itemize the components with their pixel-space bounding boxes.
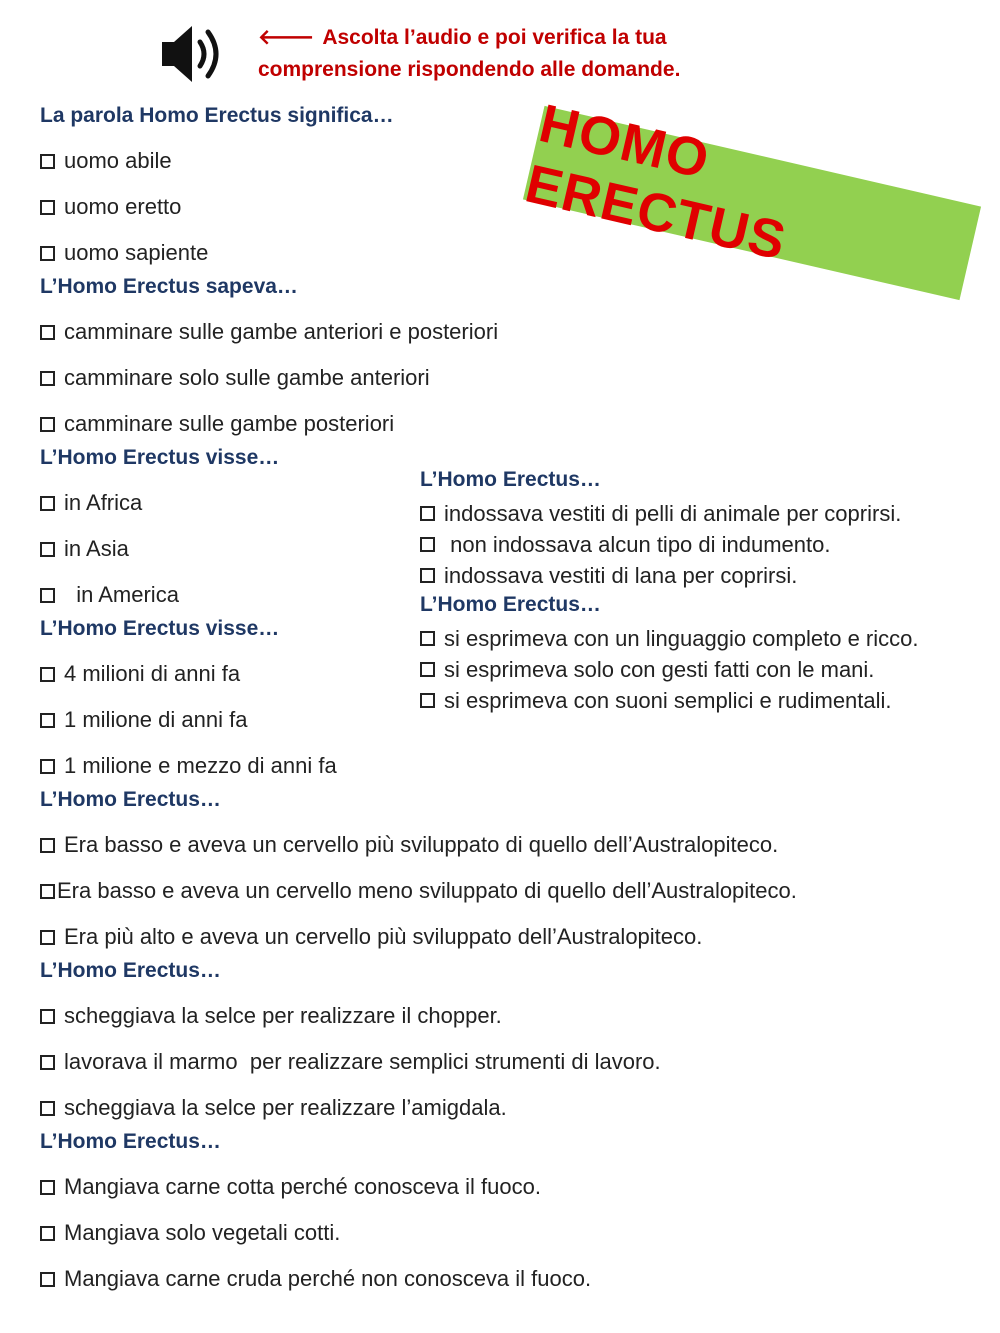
instruction-text <box>258 22 680 86</box>
option-label: 1 milione e mezzo di anni fa <box>64 753 337 778</box>
option-item[interactable] <box>40 480 279 526</box>
option-item[interactable] <box>40 572 279 618</box>
checkbox[interactable] <box>40 1101 55 1116</box>
option-item[interactable] <box>40 993 661 1039</box>
checkbox[interactable] <box>420 568 435 583</box>
option-label: 4 milioni di anni fa <box>64 661 241 686</box>
option-label: camminare sulle gambe anteriori e posteriori <box>64 319 499 344</box>
option-item[interactable] <box>40 184 394 230</box>
banner-title: HOMO ERECTUS <box>520 93 792 272</box>
instruction-line-1: Ascolta l’audio e poi verifica la tua <box>322 26 667 49</box>
checkbox[interactable] <box>40 930 55 945</box>
checkbox[interactable] <box>40 200 55 215</box>
question-title: L’Homo Erectus sapeva… <box>40 275 298 298</box>
speaker-icon[interactable] <box>158 18 230 90</box>
checkbox[interactable] <box>40 1009 55 1024</box>
question-title: L’Homo Erectus… <box>420 468 601 491</box>
option-item[interactable] <box>420 623 918 654</box>
option-label: Era basso e aveva un cervello più sviluppato di quello dell’Australopiteco. <box>64 832 779 857</box>
checkbox[interactable] <box>420 537 435 552</box>
option-label: Era più alto e aveva un cervello più sviluppato dell’Australopiteco. <box>64 924 703 949</box>
option-label: scheggiava la selce per realizzare l’amigdala. <box>64 1095 507 1120</box>
question-6 <box>40 959 661 1131</box>
option-label: in Africa <box>64 490 143 515</box>
question-3 <box>40 446 279 618</box>
option-label: in America <box>64 582 179 607</box>
option-item[interactable] <box>40 1256 591 1302</box>
option-item[interactable] <box>40 1164 591 1210</box>
title-banner <box>520 93 981 300</box>
checkbox[interactable] <box>40 1226 55 1241</box>
checkbox[interactable] <box>420 506 435 521</box>
option-label: indossava vestiti di pelli di animale per coprirsi. <box>444 500 902 526</box>
option-item[interactable] <box>40 914 797 960</box>
option-label: si esprimeva solo con gesti fatti con le mani. <box>444 656 875 682</box>
arrow-left-icon: 🡐 <box>258 26 315 49</box>
option-label: Mangiava carne cotta perché conosceva il fuoco. <box>64 1174 541 1199</box>
option-label: non indossava alcun tipo di indumento. <box>444 531 831 557</box>
option-item[interactable] <box>420 654 918 685</box>
option-label: uomo sapiente <box>64 240 209 265</box>
question-title: L’Homo Erectus… <box>40 1130 221 1153</box>
question-1 <box>40 104 394 276</box>
option-label: in Asia <box>64 536 129 561</box>
option-label: Mangiava carne cruda perché non conosceva il fuoco. <box>64 1266 592 1291</box>
question-title: L’Homo Erectus visse… <box>40 446 280 469</box>
checkbox[interactable] <box>420 631 435 646</box>
option-label: si esprimeva con suoni semplici e rudimentali. <box>444 687 892 713</box>
option-label: Mangiava solo vegetali cotti. <box>64 1220 341 1245</box>
question-title: L’Homo Erectus… <box>420 593 601 616</box>
option-item[interactable] <box>40 138 394 184</box>
checkbox[interactable] <box>40 1055 55 1070</box>
checkbox[interactable] <box>420 693 435 708</box>
checkbox[interactable] <box>40 246 55 261</box>
option-item[interactable] <box>40 401 498 447</box>
option-label: uomo abile <box>64 148 172 173</box>
option-item[interactable] <box>420 560 901 591</box>
checkbox[interactable] <box>40 325 55 340</box>
option-label: si esprimeva con un linguaggio completo e ricco. <box>444 625 919 651</box>
option-label: Era basso e aveva un cervello meno sviluppato di quello dell’Australopiteco. <box>57 878 797 903</box>
checkbox[interactable] <box>40 759 55 774</box>
question-title: L’Homo Erectus visse… <box>40 617 280 640</box>
option-item[interactable] <box>40 309 498 355</box>
option-label: indossava vestiti di lana per coprirsi. <box>444 562 798 588</box>
option-item[interactable] <box>40 355 498 401</box>
checkbox[interactable] <box>40 1272 55 1287</box>
checkbox[interactable] <box>40 496 55 511</box>
option-item[interactable] <box>40 1210 591 1256</box>
checkbox[interactable] <box>40 667 55 682</box>
question-title: La parola Homo Erectus significa… <box>40 104 394 127</box>
question-7 <box>40 1130 591 1302</box>
checkbox[interactable] <box>420 662 435 677</box>
option-item[interactable] <box>40 822 797 868</box>
option-label: 1 milione di anni fa <box>64 707 248 732</box>
option-item[interactable] <box>40 743 337 789</box>
checkbox[interactable] <box>40 542 55 557</box>
option-item[interactable] <box>40 230 394 276</box>
option-item[interactable] <box>40 651 337 697</box>
option-item[interactable] <box>40 868 797 914</box>
option-label: scheggiava la selce per realizzare il chopper. <box>64 1003 502 1028</box>
question-2 <box>40 275 498 447</box>
checkbox[interactable] <box>40 417 55 432</box>
question-title: L’Homo Erectus… <box>40 959 221 982</box>
option-item[interactable] <box>420 685 918 716</box>
checkbox[interactable] <box>40 884 55 899</box>
question-5 <box>40 788 797 960</box>
instruction-line-2: comprensione rispondendo alle domande. <box>258 58 681 81</box>
question-4 <box>40 617 337 789</box>
question-9 <box>420 593 918 716</box>
checkbox[interactable] <box>40 154 55 169</box>
option-label: uomo eretto <box>64 194 182 219</box>
checkbox[interactable] <box>40 588 55 603</box>
option-item[interactable] <box>40 697 337 743</box>
option-item[interactable] <box>40 1085 661 1131</box>
option-item[interactable] <box>40 526 279 572</box>
question-title: L’Homo Erectus… <box>40 788 221 811</box>
option-item[interactable] <box>420 498 901 529</box>
option-item[interactable] <box>40 1039 661 1085</box>
checkbox[interactable] <box>40 371 55 386</box>
checkbox[interactable] <box>40 1180 55 1195</box>
option-label: lavorava il marmo per realizzare semplici strumenti di lavoro. <box>64 1049 661 1074</box>
option-label: camminare solo sulle gambe anteriori <box>64 365 430 390</box>
option-item[interactable] <box>420 529 901 560</box>
option-label: camminare sulle gambe posteriori <box>64 411 395 436</box>
question-8 <box>420 468 901 591</box>
checkbox[interactable] <box>40 713 55 728</box>
checkbox[interactable] <box>40 838 55 853</box>
